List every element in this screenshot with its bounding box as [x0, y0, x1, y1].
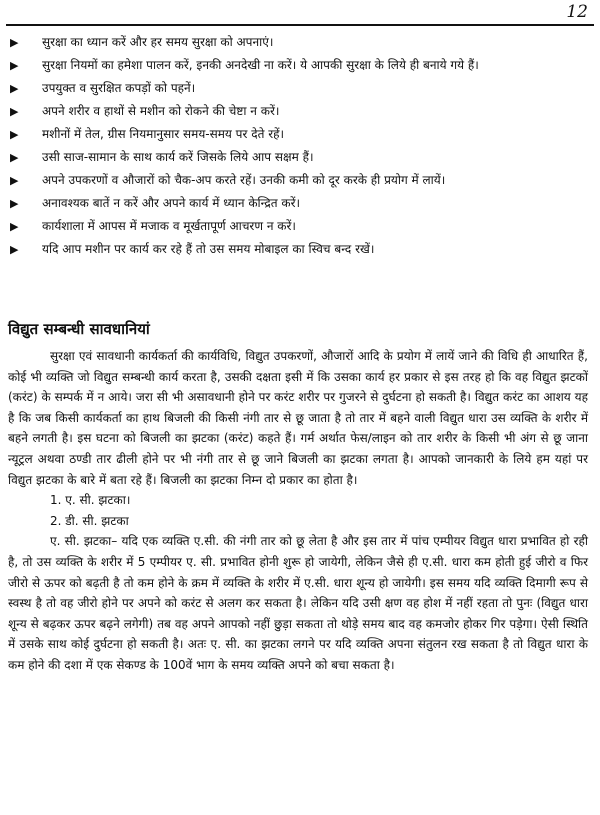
shock-type-item: 1. ए. सी. झटका। — [50, 493, 131, 508]
bullet-text: अपने शरीर व हाथों से मशीन को रोकने की चेष्टा न करें। — [42, 104, 280, 118]
bullet-item — [10, 33, 584, 52]
arrow-bullet-icon: ▶ — [10, 174, 19, 187]
bullet-item — [10, 217, 584, 236]
bullet-item — [10, 102, 584, 121]
bullet-text: कार्यशाला में आपस में मजाक व मूर्खतापूर्ण आचरण न करें। — [42, 219, 296, 233]
bullet-text: सुरक्षा का ध्यान करें और हर समय सुरक्षा को अपनाएं। — [42, 35, 274, 49]
bullet-item — [10, 171, 584, 190]
shock-type-item: 2. डी. सी. झटका — [50, 513, 129, 528]
bullet-item — [10, 125, 584, 144]
bullet-item — [10, 240, 584, 259]
bullet-item — [10, 194, 584, 213]
paragraph-ac-shock: ए. सी. झटका– यदि एक व्यक्ति ए.सी. की नंगी तार को छू लेता है और इस तार में पांच एम्पीयर विद्युत धारा प्रभावित हो रही है, तो उस व्यक्ति के शरीर में 5 एम्पीयर ए. सी. प्रभावित होनी शुरू हो जायेगी, लेकिन जैसे ही ए.सी. धारा कम होती हुई जीरो व फिर जीरो से ऊपर को बढ़ती है तो कम होने के क्रम में व्यक्ति के शरीर में ए.सी. धारा शून्य हो जायेगी। इस समय यदि व्यक्ति दिमागी रूप से स्वस्थ है तो वह जीरो होने पर अपने को करंट से अलग कर सकता है। लेकिन यदि उसी क्षण वह होश में नहीं रहता तो पुनः (विद्युत धारा शून्य से बढ़कर ऊपर बढ़ने लगेगी) तब वह अपने आपको नहीं छुड़ा सकता तो थोड़े समय बाद वह कमजोर होकर गिर पड़ेगा। ऐसी स्थिति में उसके साथ कोई दुर्घटना हो सकती है। अतः ए. सी. का झटका लगने पर यदि व्यक्ति अपना संतुलन रख सकता है तो विद्युत धारा के कम होने की दशा में एक सेकण्ड के 100वें भाग के समय व्यक्ति अपने को बचा सकता है। — [8, 534, 588, 672]
arrow-bullet-icon: ▶ — [10, 197, 19, 210]
arrow-bullet-icon: ▶ — [10, 105, 19, 118]
paragraph-electrical-safety: सुरक्षा एवं सावधानी कार्यकर्ता की कार्यविधि, विद्युत उपकरणों, औजारों आदि के प्रयोग में लायें जाने की विधि ही आधारित हैं, कोई भी व्यक्ति जो विद्युत सम्बन्धी कार्य करता है, उसकी दक्षता इसी में कि उसका कार्य हर प्रकार से इस तरह हो कि वह विद्युत झटकों (करंट) के सम्पर्क में न आये। जरा सी भी असावधानी होने पर करंट शरीर पर गुजरने से दुर्घटना हो सकती है। विद्युत करंट का आशय यह है कि जब किसी कार्यकर्ता का हाथ बिजली की किसी नंगी तार से छू जाता है तो तार में बहने वाली विद्युत धारा उस व्यक्ति के शरीर में बहने लगती है। इस घटना को बिजली का झटका (करंट) कहते हैं। गर्म अर्थात फेस/लाइन को तार शरीर के किसी भी अंग से छू जाना न्यूट्रल अथवा ठण्डी तार ढीली होने पर भी नंगी तार से छू जाने बिजली का झटका लगता है। आपको जानकारी के लिये हम यहां पर विद्युत झटका के बारे में बता रहे हैं। बिजली का झटका निम्न दो प्रकार का होता है। — [8, 349, 588, 487]
bullet-text: सुरक्षा नियमों का हमेशा पालन करें, इनकी अनदेखी ना करें। ये आपकी सुरक्षा के लिये ही बनाये गये हैं। — [42, 58, 479, 72]
bullet-text: उपयुक्त व सुरक्षित कपड़ों को पहनें। — [42, 81, 196, 95]
safety-bullet-list — [10, 33, 584, 263]
arrow-bullet-icon: ▶ — [10, 243, 19, 256]
bullet-item — [10, 56, 584, 75]
body-text — [8, 346, 588, 676]
arrow-bullet-icon: ▶ — [10, 82, 19, 95]
bullet-text: मशीनों में तेल, ग्रीस नियमानुसार समय-समय पर देते रहें। — [42, 127, 285, 141]
bullet-text: यदि आप मशीन पर कार्य कर रहे हैं तो उस समय मोबाइल का स्विच बन्द रखें। — [42, 242, 375, 256]
shock-type-list — [8, 490, 588, 531]
bullet-text: अपने उपकरणों व औजारों को चैक-अप करते रहें। उनकी कमी को दूर करके ही प्रयोग में लायें। — [42, 173, 446, 187]
bullet-item — [10, 148, 584, 167]
section-heading: विद्युत सम्बन्धी सावधानियां — [8, 320, 150, 338]
arrow-bullet-icon: ▶ — [10, 59, 19, 72]
bullet-text: उसी साज-सामान के साथ कार्य करें जिसके लिये आप सक्षम हैं। — [42, 150, 314, 164]
bullet-item — [10, 79, 584, 98]
arrow-bullet-icon: ▶ — [10, 220, 19, 233]
arrow-bullet-icon: ▶ — [10, 128, 19, 141]
page-number: 12 — [566, 2, 588, 22]
arrow-bullet-icon: ▶ — [10, 36, 19, 49]
header-rule — [6, 24, 594, 26]
bullet-text: अनावश्यक बातें न करें और अपने कार्य में ध्यान केन्द्रित करें। — [42, 196, 301, 210]
arrow-bullet-icon: ▶ — [10, 151, 19, 164]
